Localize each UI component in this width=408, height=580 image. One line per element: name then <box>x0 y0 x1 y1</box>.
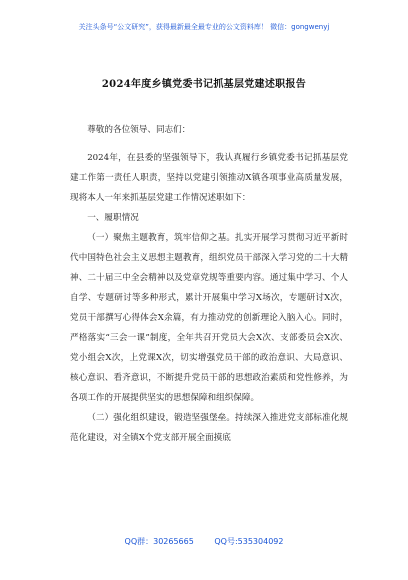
document-body <box>70 120 348 448</box>
page-title: 2024年度乡镇党委书记抓基层党建述职报告 <box>101 79 307 90</box>
header-banner: 关注头条号“公文研究”，获得最新最全最专业的公文资料库！ 微信：gongwenyj <box>78 23 330 31</box>
greeting: 尊敬的各位领导、同志们： <box>87 125 191 135</box>
paragraph-organization: （二）强化组织建设，锻造坚强堡垒。持续深入推进党支部标准化规范化建设，对全镇X个党支部开展全面摸底 <box>70 413 348 443</box>
qq-number: QQ号:535304092 <box>214 537 284 546</box>
paragraph-theme-education: （一）聚焦主题教育，筑牢信仰之基。扎实开展学习贯彻习近平新时代中国特色社会主义思想主题教育，组织党员干部深入学习党的二十大精神、二十届三中全会精神以及党章党规等重要内容。通过集中学习、个人自学、专题研讨等多种形式，累计开展集中学习X场次，专题研讨X次，党员干部撰写心得体会X余篇，有力推动党的创新理论入脑入心。同时，严格落实“三会一课”制度，全年共召开党员大会X次、支部委员会X次、党小组会X次，上党课X次，切实增强党员干部的政治意识、大局意识、核心意识、看齐意识，不断提升党员干部的思想政治素质和党性修养，为各项工作的开展提供坚实的思想保障和组织保障。 <box>70 233 348 403</box>
paragraph-intro: 2024年，在县委的坚强领导下，我认真履行乡镇党委书记抓基层党建工作第一责任人职责，坚持以党建引领推动X镇各项事业高质量发展，现将本人一年来抓基层党建工作情况述职如下： <box>70 153 348 203</box>
footer-banner <box>0 536 408 547</box>
section-heading: 一、履职情况 <box>87 213 139 223</box>
qq-group: QQ群：30265665 <box>124 537 194 546</box>
